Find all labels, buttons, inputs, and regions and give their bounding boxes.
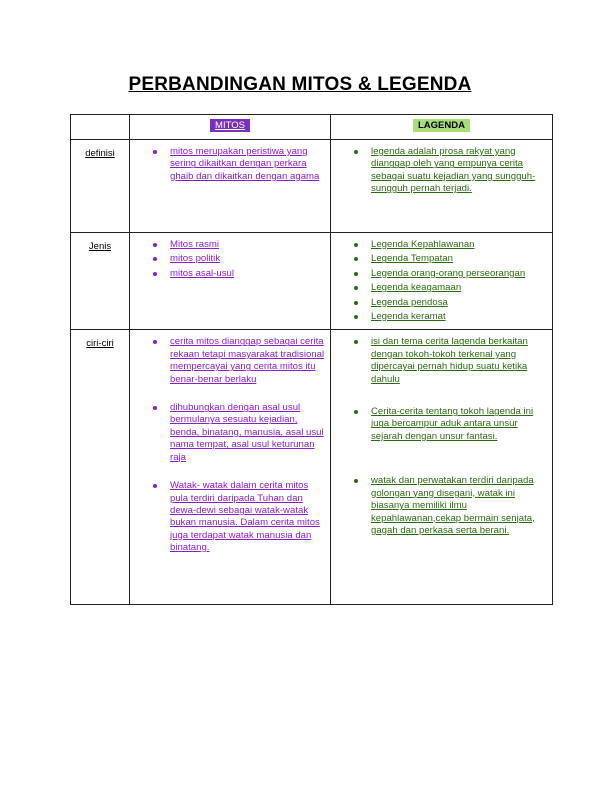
list-item <box>130 268 326 280</box>
row-label-ciri-ciri: ciri-ciri <box>71 330 130 605</box>
item-text: mitos asal-usul <box>170 267 234 279</box>
row-label-jenis: Jenis <box>71 233 130 330</box>
bullet-icon <box>354 150 358 154</box>
list-item <box>331 282 548 294</box>
list-item <box>331 297 548 309</box>
item-text: watak dan perwatakan terdiri daripada golongan yang disegani, watak ini biasanya memiliki ilmu kepahlawanan,cekap bermain senjata, gagah dan perkasa serta berani. <box>371 475 535 536</box>
item-text: Mitos rasmi <box>170 239 220 250</box>
list-item <box>130 480 326 554</box>
list-item <box>331 146 548 196</box>
table-row <box>71 330 553 605</box>
comparison-table <box>70 114 553 605</box>
list-item <box>130 253 326 265</box>
bullet-icon <box>354 257 358 261</box>
item-text: Watak- watak dalam cerita mitos pula terdiri daripada Tuhan dan dewa-dewi sebagai watak-watak bukan manusia. Dalam cerita mitos juga terdapat watak manusia dan binatang. <box>170 480 320 554</box>
list-item <box>331 406 548 443</box>
list-item <box>331 311 548 323</box>
bullet-icon <box>354 340 358 344</box>
table-header-row <box>71 115 553 140</box>
bullet-icon <box>153 257 157 261</box>
bullet-icon <box>153 272 157 276</box>
list-item <box>331 475 548 537</box>
item-text: Legenda keagamaan <box>371 282 462 294</box>
item-text: cerita mitos dianggap sebagai cerita rekaan tetapi masyarakat tradisional mempercayai yang cerita mitos itu benar-benar berlaku <box>170 336 325 385</box>
item-text: Legenda Tempatan <box>371 253 453 265</box>
bullet-icon <box>153 406 157 410</box>
item-text: Legenda Kepahlawanan <box>371 239 475 250</box>
list-item <box>130 336 326 386</box>
list-item <box>331 268 548 280</box>
bullet-icon <box>354 301 358 305</box>
mitos-cell <box>130 330 331 605</box>
item-text: mitos merupakan peristiwa yang sering dikaitkan dengan perkara ghaib dan dikaitkan dengan agama <box>170 146 320 182</box>
mitos-cell <box>130 233 331 330</box>
header-mitos-cell <box>130 115 331 140</box>
legenda-cell <box>331 140 553 233</box>
list-item <box>331 239 548 251</box>
table-row <box>71 233 553 330</box>
list-item <box>331 253 548 265</box>
header-legenda: LAGENDA <box>413 119 470 132</box>
bullet-icon <box>354 272 358 276</box>
bullet-icon <box>354 315 358 319</box>
item-text: mitos politik <box>170 253 221 265</box>
bullet-icon <box>153 340 157 344</box>
item-text: Legenda orang-orang perseorangan <box>371 267 526 279</box>
item-text: isi dan tema cerita lagenda berkaitan dengan tokoh-tokoh terkenal yang dipercayai pernah hidup suatu ketika dahulu <box>371 336 528 385</box>
bullet-icon <box>153 484 157 488</box>
list-item <box>130 402 326 464</box>
list-item <box>130 146 326 183</box>
mitos-cell <box>130 140 331 233</box>
bullet-icon <box>354 286 358 290</box>
table-row <box>71 140 553 233</box>
bullet-icon <box>354 410 358 414</box>
bullet-icon <box>354 243 358 247</box>
header-mitos: MITOS <box>210 119 250 132</box>
bullet-icon <box>153 150 157 154</box>
page-title: PERBANDINGAN MITOS & LEGENDA <box>128 74 472 95</box>
legenda-cell <box>331 233 553 330</box>
list-item <box>331 336 548 386</box>
header-blank <box>71 115 130 140</box>
list-item <box>130 239 326 251</box>
row-label-definisi: definisi <box>71 140 130 233</box>
bullet-icon <box>153 243 157 247</box>
item-text: Legenda keramat <box>371 311 446 323</box>
bullet-icon <box>354 479 358 483</box>
header-legenda-cell <box>331 115 553 140</box>
item-text: dihubungkan dengan asal usul bermulanya sesuatu kejadian, benda, binatang, manusia, asal usul nama tempat, asal usul keturunan raja <box>170 402 324 463</box>
item-text: Cerita-cerita tentang tokoh lagenda ini juga bercampur aduk antara unsur sejarah dengan unsur fantasi. <box>371 406 534 442</box>
item-text: legenda adalah prosa rakyat yang dianggap oleh yang empunya cerita sebagai suatu kejadian yang sungguh-sungguh pernah terjadi. <box>371 146 536 195</box>
legenda-cell <box>331 330 553 605</box>
item-text: Legenda pendosa <box>371 296 448 308</box>
